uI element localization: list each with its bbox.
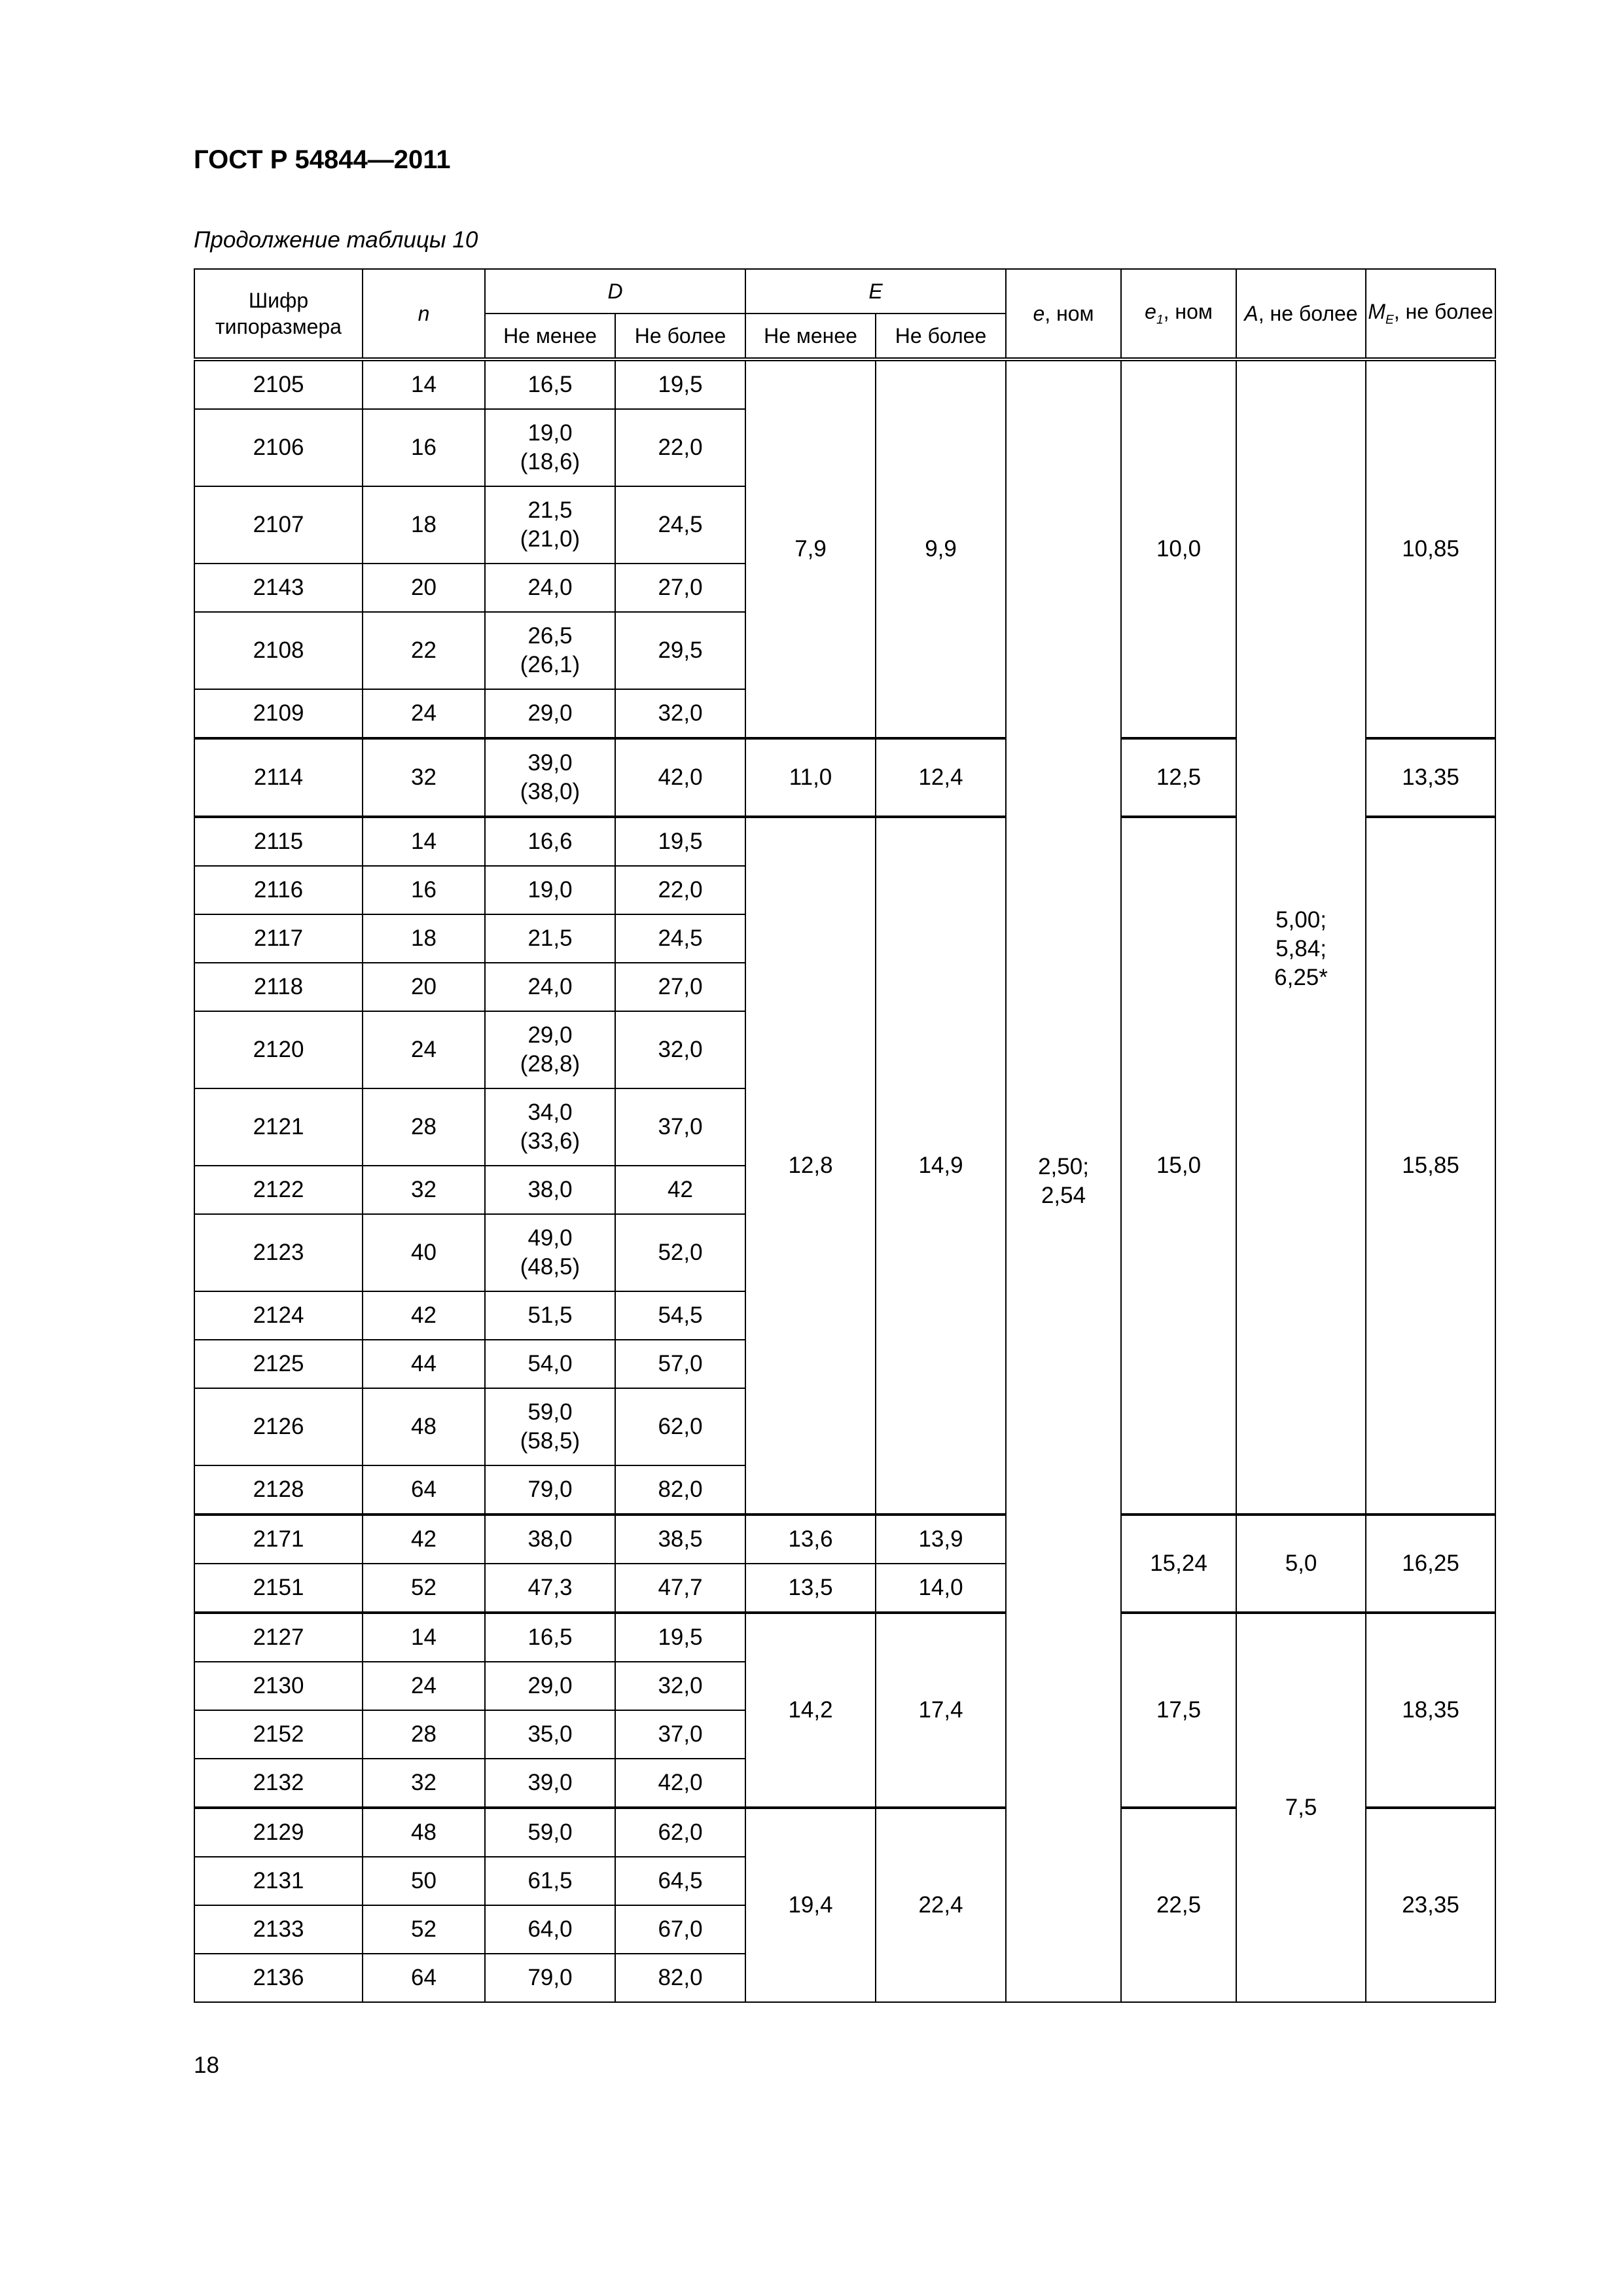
cell-me: 15,85 — [1366, 817, 1495, 1515]
cell-d-min: 64,0 — [485, 1905, 615, 1954]
page-number: 18 — [194, 2053, 219, 2078]
cell-n: 18 — [363, 914, 485, 963]
cell-d-max: 32,0 — [615, 1011, 745, 1088]
cell-d-max: 29,5 — [615, 612, 745, 689]
cell-d-max: 32,0 — [615, 689, 745, 738]
cell-d-max: 19,5 — [615, 1613, 745, 1662]
cell-d-max: 42,0 — [615, 738, 745, 817]
cell-d-max: 64,5 — [615, 1857, 745, 1905]
cell-d-min: 39,0 — [485, 1759, 615, 1808]
cell-d-max: 24,5 — [615, 914, 745, 963]
col-e-header: E — [745, 269, 1006, 314]
cell-e-nom: 2,50; 2,54 — [1006, 359, 1121, 2002]
cell-d-min: 29,0 (28,8) — [485, 1011, 615, 1088]
cell-code: 2107 — [194, 486, 363, 564]
cell-code: 2106 — [194, 409, 363, 486]
cell-d-min: 35,0 — [485, 1710, 615, 1759]
cell-n: 24 — [363, 1662, 485, 1710]
table-header — [194, 269, 1495, 359]
cell-d-min: 47,3 — [485, 1564, 615, 1613]
cell-n: 48 — [363, 1808, 485, 1857]
cell-e-min: 11,0 — [745, 738, 876, 817]
cell-d-min: 59,0 — [485, 1808, 615, 1857]
cell-n: 28 — [363, 1088, 485, 1166]
cell-code: 2143 — [194, 564, 363, 612]
cell-n: 24 — [363, 1011, 485, 1088]
cell-d-max: 19,5 — [615, 359, 745, 409]
cell-me: 13,35 — [1366, 738, 1495, 817]
cell-e-min: 13,6 — [745, 1515, 876, 1564]
cell-d-min: 34,0 (33,6) — [485, 1088, 615, 1166]
cell-n: 40 — [363, 1214, 485, 1291]
cell-code: 2114 — [194, 738, 363, 817]
table-row — [194, 1613, 1495, 1662]
cell-n: 52 — [363, 1564, 485, 1613]
cell-d-min: 16,5 — [485, 359, 615, 409]
cell-n: 44 — [363, 1340, 485, 1388]
cell-d-max: 32,0 — [615, 1662, 745, 1710]
table-body — [194, 359, 1495, 2002]
col-code-header: Шифр типоразмера — [194, 269, 363, 359]
cell-n: 18 — [363, 486, 485, 564]
cell-me: 18,35 — [1366, 1613, 1495, 1808]
col-d-max-header: Не более — [615, 314, 745, 359]
cell-n: 28 — [363, 1710, 485, 1759]
col-e-nom-header: e, ном — [1006, 269, 1121, 359]
cell-d-max: 19,5 — [615, 817, 745, 866]
cell-d-min: 79,0 — [485, 1954, 615, 2002]
cell-d-min: 59,0 (58,5) — [485, 1388, 615, 1465]
table-row — [194, 1515, 1495, 1564]
cell-d-max: 47,7 — [615, 1564, 745, 1613]
cell-d-max: 22,0 — [615, 409, 745, 486]
cell-me: 10,85 — [1366, 359, 1495, 738]
cell-e-min: 12,8 — [745, 817, 876, 1515]
cell-e1-nom: 17,5 — [1121, 1613, 1236, 1808]
cell-d-max: 42 — [615, 1166, 745, 1214]
cell-d-max: 37,0 — [615, 1088, 745, 1166]
cell-n: 32 — [363, 1166, 485, 1214]
cell-d-min: 61,5 — [485, 1857, 615, 1905]
cell-e-min: 19,4 — [745, 1808, 876, 2002]
cell-n: 64 — [363, 1465, 485, 1515]
cell-e1-nom: 10,0 — [1121, 359, 1236, 738]
cell-a: 5,0 — [1236, 1515, 1366, 1613]
cell-e1-nom: 15,24 — [1121, 1515, 1236, 1613]
cell-n: 22 — [363, 612, 485, 689]
cell-code: 2123 — [194, 1214, 363, 1291]
cell-e1-nom: 15,0 — [1121, 817, 1236, 1515]
cell-code: 2116 — [194, 866, 363, 914]
cell-d-max: 27,0 — [615, 564, 745, 612]
cell-code: 2105 — [194, 359, 363, 409]
cell-code: 2136 — [194, 1954, 363, 2002]
cell-n: 42 — [363, 1515, 485, 1564]
cell-e-max: 22,4 — [876, 1808, 1006, 2002]
cell-d-min: 39,0 (38,0) — [485, 738, 615, 817]
cell-n: 20 — [363, 963, 485, 1011]
cell-e-max: 17,4 — [876, 1613, 1006, 1808]
cell-code: 2118 — [194, 963, 363, 1011]
cell-d-min: 19,0 — [485, 866, 615, 914]
table-row — [194, 359, 1495, 409]
cell-e-max: 13,9 — [876, 1515, 1006, 1564]
cell-d-max: 82,0 — [615, 1465, 745, 1515]
col-e1-nom-header: $e_1$, ном — [1121, 269, 1236, 359]
cell-code: 2126 — [194, 1388, 363, 1465]
cell-n: 48 — [363, 1388, 485, 1465]
cell-d-max: 22,0 — [615, 866, 745, 914]
cell-code: 2152 — [194, 1710, 363, 1759]
cell-code: 2132 — [194, 1759, 363, 1808]
col-e-max-header: Не более — [876, 314, 1006, 359]
col-n-header: n — [363, 269, 485, 359]
cell-d-min: 26,5 (26,1) — [485, 612, 615, 689]
cell-d-max: 27,0 — [615, 963, 745, 1011]
cell-e-min: 14,2 — [745, 1613, 876, 1808]
col-d-header: D — [485, 269, 745, 314]
cell-d-max: 82,0 — [615, 1954, 745, 2002]
cell-me: 23,35 — [1366, 1808, 1495, 2002]
cell-d-min: 21,5 — [485, 914, 615, 963]
cell-n: 16 — [363, 409, 485, 486]
cell-code: 2131 — [194, 1857, 363, 1905]
cell-d-max: 62,0 — [615, 1388, 745, 1465]
cell-code: 2120 — [194, 1011, 363, 1088]
cell-code: 2124 — [194, 1291, 363, 1340]
cell-n: 24 — [363, 689, 485, 738]
cell-me: 16,25 — [1366, 1515, 1495, 1613]
cell-code: 2133 — [194, 1905, 363, 1954]
cell-code: 2117 — [194, 914, 363, 963]
cell-code: 2121 — [194, 1088, 363, 1166]
cell-code: 2128 — [194, 1465, 363, 1515]
cell-d-min: 29,0 — [485, 689, 615, 738]
col-me-header: $M_E$, не более — [1366, 269, 1495, 359]
cell-d-max: 57,0 — [615, 1340, 745, 1388]
cell-d-max: 37,0 — [615, 1710, 745, 1759]
cell-e-max: 12,4 — [876, 738, 1006, 817]
col-d-min-header: Не менее — [485, 314, 615, 359]
cell-code: 2115 — [194, 817, 363, 866]
cell-code: 2127 — [194, 1613, 363, 1662]
cell-d-max: 42,0 — [615, 1759, 745, 1808]
document-header: ГОСТ Р 54844—2011 — [194, 145, 451, 174]
cell-n: 14 — [363, 1613, 485, 1662]
cell-n: 52 — [363, 1905, 485, 1954]
cell-code: 2125 — [194, 1340, 363, 1388]
cell-code: 2122 — [194, 1166, 363, 1214]
cell-code: 2151 — [194, 1564, 363, 1613]
cell-d-min: 79,0 — [485, 1465, 615, 1515]
cell-d-min: 16,5 — [485, 1613, 615, 1662]
cell-d-max: 24,5 — [615, 486, 745, 564]
cell-n: 14 — [363, 817, 485, 866]
cell-d-min: 16,6 — [485, 817, 615, 866]
cell-d-max: 54,5 — [615, 1291, 745, 1340]
cell-code: 2109 — [194, 689, 363, 738]
cell-a: 5,00; 5,84; 6,25* — [1236, 359, 1366, 1515]
cell-n: 20 — [363, 564, 485, 612]
cell-n: 32 — [363, 738, 485, 817]
cell-a: 7,5 — [1236, 1613, 1366, 2002]
cell-d-max: 62,0 — [615, 1808, 745, 1857]
cell-e-min: 13,5 — [745, 1564, 876, 1613]
cell-code: 2130 — [194, 1662, 363, 1710]
cell-code: 2108 — [194, 612, 363, 689]
cell-d-min: 49,0 (48,5) — [485, 1214, 615, 1291]
col-a-header: A, не более — [1236, 269, 1366, 359]
cell-n: 32 — [363, 1759, 485, 1808]
cell-d-min: 54,0 — [485, 1340, 615, 1388]
dimensions-table — [194, 268, 1496, 2003]
cell-d-max: 38,5 — [615, 1515, 745, 1564]
cell-n: 16 — [363, 866, 485, 914]
cell-e1-nom: 22,5 — [1121, 1808, 1236, 2002]
cell-n: 42 — [363, 1291, 485, 1340]
cell-d-min: 24,0 — [485, 963, 615, 1011]
cell-d-min: 19,0 (18,6) — [485, 409, 615, 486]
cell-d-min: 38,0 — [485, 1515, 615, 1564]
cell-code: 2171 — [194, 1515, 363, 1564]
cell-d-max: 67,0 — [615, 1905, 745, 1954]
cell-d-min: 51,5 — [485, 1291, 615, 1340]
cell-d-min: 29,0 — [485, 1662, 615, 1710]
cell-n: 64 — [363, 1954, 485, 2002]
cell-n: 14 — [363, 359, 485, 409]
col-e-min-header: Не менее — [745, 314, 876, 359]
cell-d-min: 24,0 — [485, 564, 615, 612]
cell-d-min: 38,0 — [485, 1166, 615, 1214]
cell-e1-nom: 12,5 — [1121, 738, 1236, 817]
cell-e-max: 14,0 — [876, 1564, 1006, 1613]
cell-e-max: 9,9 — [876, 359, 1006, 738]
table-caption: Продолжение таблицы 10 — [194, 227, 478, 253]
cell-d-max: 52,0 — [615, 1214, 745, 1291]
cell-e-min: 7,9 — [745, 359, 876, 738]
cell-n: 50 — [363, 1857, 485, 1905]
cell-e-max: 14,9 — [876, 817, 1006, 1515]
cell-code: 2129 — [194, 1808, 363, 1857]
cell-d-min: 21,5 (21,0) — [485, 486, 615, 564]
